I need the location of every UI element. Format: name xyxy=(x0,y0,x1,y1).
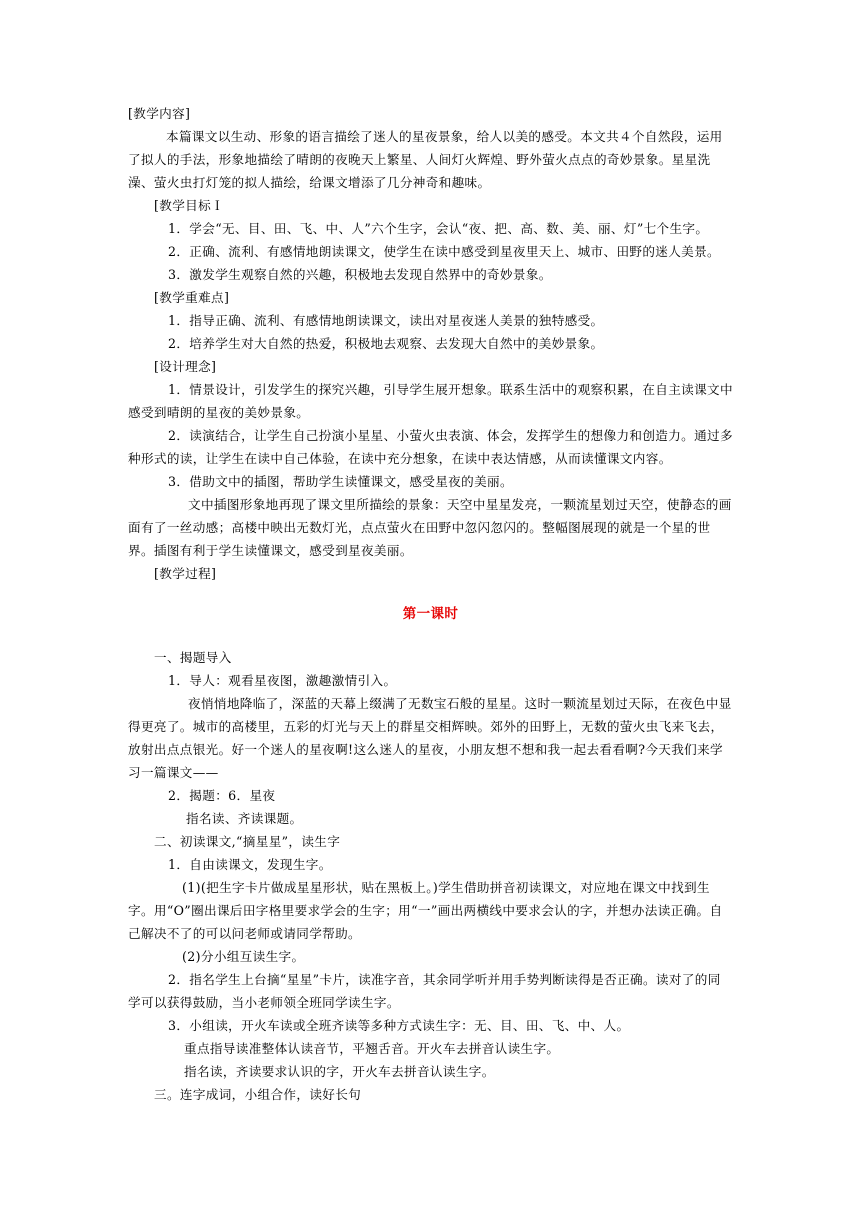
step-item: 1．导人：观看星夜图，激趣激情引入。 xyxy=(168,673,397,688)
content-paragraph: 本篇课文以生动、形象的语言描绘了迷人的星夜景象，给人以美的感受。本文共４个自然段，运用了拟人的手法，形象地描绘了晴朗的夜晚天上繁星、人间灯火辉煌、野外萤火点点的奇妙景象。星星洗澡、萤火虫打灯笼的拟人描绘，给课文增添了几分神奇和趣味。 xyxy=(128,129,723,190)
section-heading-design: [设计理念] xyxy=(154,359,217,374)
step-item: 2．揭题：6．星夜 xyxy=(168,788,276,803)
design-point-item: 1．情景设计，引发学生的探究兴趣，引导学生展开想象。联系生活中的观察积累，在自主读课文中感受到晴朗的星夜的美妙景象。 xyxy=(128,382,733,420)
illustration-paragraph: 文中插图形象地再现了课文里所描绘的景象：天空中星星发亮，一颗流星划过天空，使静态的画面有了一丝动感；高楼中映出无数灯光，点点萤火在田野中忽闪忽闪的。整幅图展现的就是一个星的世界。插图有利于学生读懂课文，感受到星夜美丽。 xyxy=(128,497,732,558)
goal-item: 3．激发学生观察自然的兴趣，积极地去发现自然界中的奇妙景象。 xyxy=(168,267,552,282)
step-paragraph: 指名读，齐读要求认识的字，开火车去拼音认读生字。 xyxy=(184,1064,495,1079)
goal-item: 1．学会“无、目、田、飞、中、人”六个生字，会认“夜、把、高、数、美、丽、灯”七个生字。 xyxy=(168,221,709,236)
part-heading: 二、初读课文,“摘星星”，读生字 xyxy=(154,834,341,849)
document-body xyxy=(128,102,733,1106)
key-point-item: 1．指导正确、流利、有感情地朗读课文，读出对星夜迷人美景的独特感受。 xyxy=(168,313,604,328)
step-paragraph: 指名读、齐读课题。 xyxy=(186,811,303,826)
step-paragraph: 重点指导读准整体认读音节，平翘舌音。开火车去拼音认读生字。 xyxy=(184,1041,560,1056)
step-item: 2．指名学生上台摘“星星”卡片，读准字音，其余同学听并用手势判断读得是否正确。读对了的同学可以获得鼓励，当小老师领全班同学读生字。 xyxy=(128,972,721,1010)
section-heading-content: [教学内容] xyxy=(128,106,191,121)
key-point-item: 2．培养学生对大自然的热爱，积极地去观察、去发现大自然中的美妙景象。 xyxy=(168,336,604,351)
step-paragraph: (1)(把生字卡片做成星星形状，贴在黑板上。)学生借助拼音初读课文，对应地在课文中找到生字。用“O”圈出课后田字格里要求学会的生字；用“一”画出两横线中要求会认的字，并想办法读正确。自己解决不了的可以问老师或请同学帮助。 xyxy=(128,880,723,941)
step-item: 1．自由读课文，发现生字。 xyxy=(168,857,332,872)
goal-item: 2．正确、流利、有感情地朗读课文，使学生在读中感受到星夜里天上、城市、田野的迷人美景。 xyxy=(168,244,720,259)
section-heading-key-points: [教学重难点] xyxy=(154,290,230,305)
step-paragraph: (2)分小组互读生字。 xyxy=(182,949,305,964)
design-point-item: 3．借助文中的插图，帮助学生读懂课文，感受星夜的美丽。 xyxy=(168,474,513,489)
section-heading-process: [教学过程] xyxy=(154,566,217,581)
part-heading: 一、揭题导入 xyxy=(154,650,232,665)
step-paragraph: 夜悄悄地降临了，深蓝的天幕上缀满了无数宝石般的星星。这时一颗流星划过天际，在夜色中显得更亮了。城市的高楼里，五彩的灯光与天上的群星交相辉映。郊外的田野上，无数的萤火虫飞来飞去，放射出点点银光。好一个迷人的星夜啊!这么迷人的星夜，小朋友想不想和我一起去看看啊?今天我们来学习一篇课文—— xyxy=(128,696,732,780)
step-item: 3．小组读，开火车读或全班齐读等多种方式读生字：无、目、田、飞、中、人。 xyxy=(168,1018,630,1033)
design-point-item: 2．读演结合，让学生自己扮演小星星、小萤火虫表演、体会，发挥学生的想像力和创造力。通过多种形式的读，让学生在读中自己体验，在读中充分想象，在读中表达情感，从而读懂课文内容。 xyxy=(128,428,733,466)
part-heading: 三。连字成词，小组合作，读好长句 xyxy=(154,1087,362,1102)
section-heading-goals: [教学目标Ｉ xyxy=(154,198,224,213)
lesson-title: 第一课时 xyxy=(402,606,459,622)
